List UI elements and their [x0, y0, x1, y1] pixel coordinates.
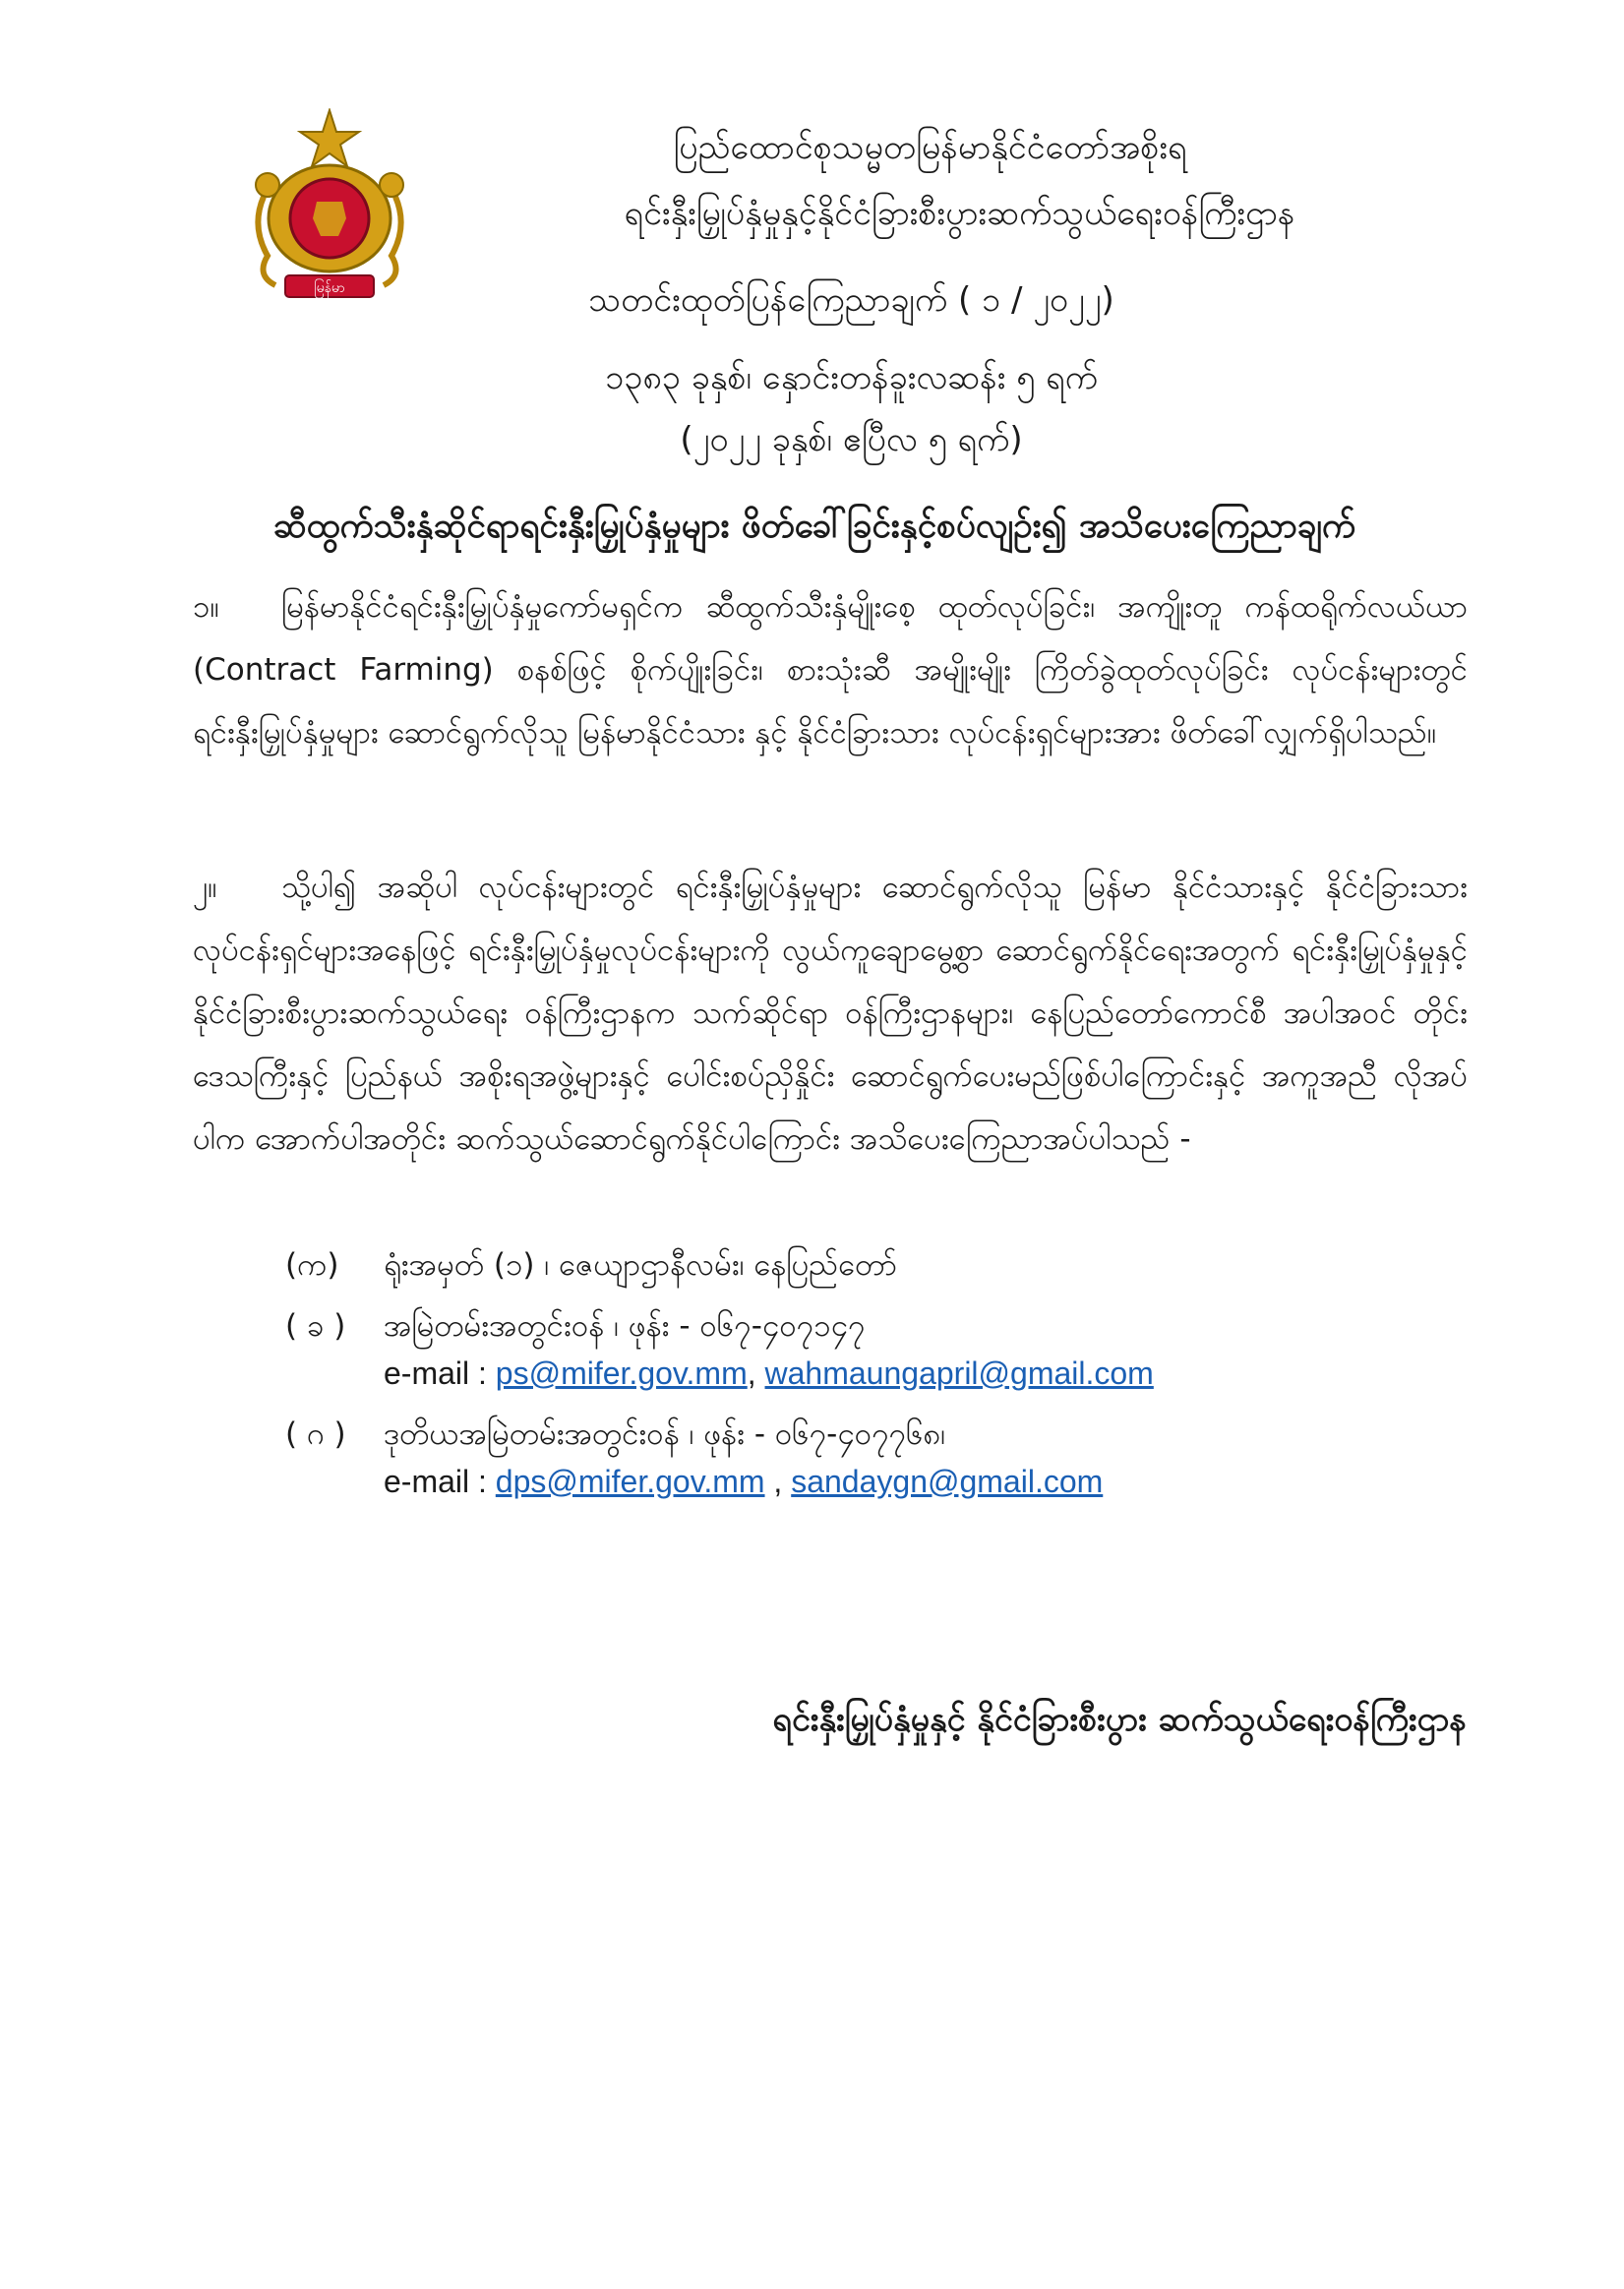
government-name: ပြည်ထောင်စုသမ္မတမြန်မာနိုင်ငံတော်အစိုးရ [673, 128, 1187, 167]
contact-item-permanent-secretary [285, 1302, 1416, 1397]
email-link-personal[interactable]: wahmaungapril@gmail.com [764, 1355, 1154, 1391]
email-line [384, 1350, 1416, 1397]
email-link-personal[interactable]: sandaygn@gmail.com [791, 1464, 1104, 1499]
gregorian-date: (၂၀၂၂ ခုနှစ်၊ ဧပြီလ ၅ ရက်) [680, 420, 1023, 459]
list-marker: ( ခ ) [285, 1308, 346, 1344]
email-label: e-mail : [384, 1464, 496, 1499]
email-line [384, 1458, 1416, 1505]
myanmar-date: ၁၃၈၃ ခုနှစ်၊ နှောင်းတန်ခူးလဆန်း ၅ ရက် [605, 358, 1098, 397]
paragraph-text: သို့ပါ၍ အဆိုပါ လုပ်ငန်းများတွင် ရင်းနှီးမြှုပ်နှံမှုများ ဆောင်ရွက်လိုသူ မြန်မာ နိုင်ငံသားနှင့် နိုင်ငံခြားသား လုပ်ငန်းရှင်များအနေဖြင့် ရင်းနှီးမြှုပ်နှံမှုလုပ်ငန်းများကို လွယ်ကူချောမွေ့စွာ ဆောင်ရွက်နိုင်ရေးအတွက် ရင်းနှီးမြှုပ်နှံမှုနှင့် နိုင်ငံခြားစီးပွားဆက်သွယ်ရေး ဝန်ကြီးဌာနက သက်ဆိုင်ရာ ဝန်ကြီးဌာနများ၊ နေပြည်တော်ကောင်စီ အပါအဝင် တိုင်းဒေသကြီးနှင့် ပြည်နယ် အစိုးရအဖွဲ့များနှင့် ပေါင်းစပ်ညှိနှိုင်း ဆောင်ရွက်ပေးမည်ဖြစ်ပါကြောင်းနှင့် အကူအညီ လိုအပ် ပါက အောက်ပါအတိုင်း ဆက်သွယ်ဆောင်ရွက်နိုင်ပါကြောင်း အသိပေးကြေညာအပ်ပါသည် - [193, 870, 1468, 1157]
phone-line: ဒုတိယအမြဲတမ်းအတွင်းဝန် ၊ ဖုန်း - ၀၆၇-၄၀၇၇၆၈၊ [384, 1416, 946, 1452]
email-link-dps[interactable]: dps@mifer.gov.mm [495, 1464, 765, 1499]
paragraph-1 [193, 575, 1468, 764]
paragraph-text: မြန်မာနိုင်ငံရင်းနှီးမြှုပ်နှံမှုကော်မရှင်က ဆီထွက်သီးနှံမျိုးစေ့ ထုတ်လုပ်ခြင်း၊ အကျိုးတူ ကန်ထရိုက်လယ်ယာ (Contract Farming) စနစ်ဖြင့် စိုက်ပျိုးခြင်း၊ စားသုံးဆီ အမျိုးမျိုး ကြိတ်ခွဲထုတ်လုပ်ခြင်း လုပ်ငန်းများတွင် ရင်းနှီးမြှုပ်နှံမှုများ ဆောင်ရွက်လိုသူ မြန်မာနိုင်ငံသား နှင့် နိုင်ငံခြားသား လုပ်ငန်းရှင်များအား ဖိတ်ခေါ်လျှက်ရှိပါသည်။ [193, 589, 1468, 751]
phone-line: အမြဲတမ်းအတွင်းဝန် ၊ ဖုန်း - ၀၆၇-၄၀၇၁၄၇ [384, 1308, 866, 1344]
list-marker: (က) [285, 1247, 339, 1283]
contact-list [285, 1241, 1416, 1519]
email-separator: , [747, 1355, 765, 1391]
address-line: ရုံးအမှတ် (၁) ၊ ဇေယျာဌာနီလမ်း၊ နေပြည်တော် [384, 1247, 898, 1283]
contact-item-deputy-secretary [285, 1411, 1416, 1505]
email-link-ps[interactable]: ps@mifer.gov.mm [495, 1355, 748, 1391]
paragraph-number: ၂။ [193, 870, 217, 905]
email-label: e-mail : [384, 1355, 496, 1391]
issuing-ministry-signature: ရင်းနှီးမြှုပ်နှံမှုနှင့် နိုင်ငံခြားစီးပွား ဆက်သွယ်ရေးဝန်ကြီးဌာန [772, 1700, 1467, 1739]
paragraph-2 [193, 856, 1468, 1171]
ministry-name: ရင်းနှီးမြှုပ်နှံမှုနှင့်နိုင်ငံခြားစီးပွားဆက်သွယ်ရေးဝန်ကြီးဌာန [624, 194, 1295, 233]
contact-item-address [285, 1241, 1416, 1289]
email-separator: , [764, 1464, 792, 1499]
seal-caption: မြန်မာ [314, 280, 345, 296]
list-marker: ( ဂ ) [285, 1416, 346, 1452]
paragraph-number: ၁။ [193, 589, 219, 625]
announcement-number: သတင်းထုတ်ပြန်ကြေညာချက် ( ၁ / ၂၀၂၂) [588, 280, 1114, 320]
document-title: ဆီထွက်သီးနှံဆိုင်ရာရင်းနှီးမြှုပ်နှံမှုများ ဖိတ်ခေါ်ခြင်းနှင့်စပ်လျဉ်း၍ အသိပေးကြေညာချက် [272, 507, 1356, 546]
